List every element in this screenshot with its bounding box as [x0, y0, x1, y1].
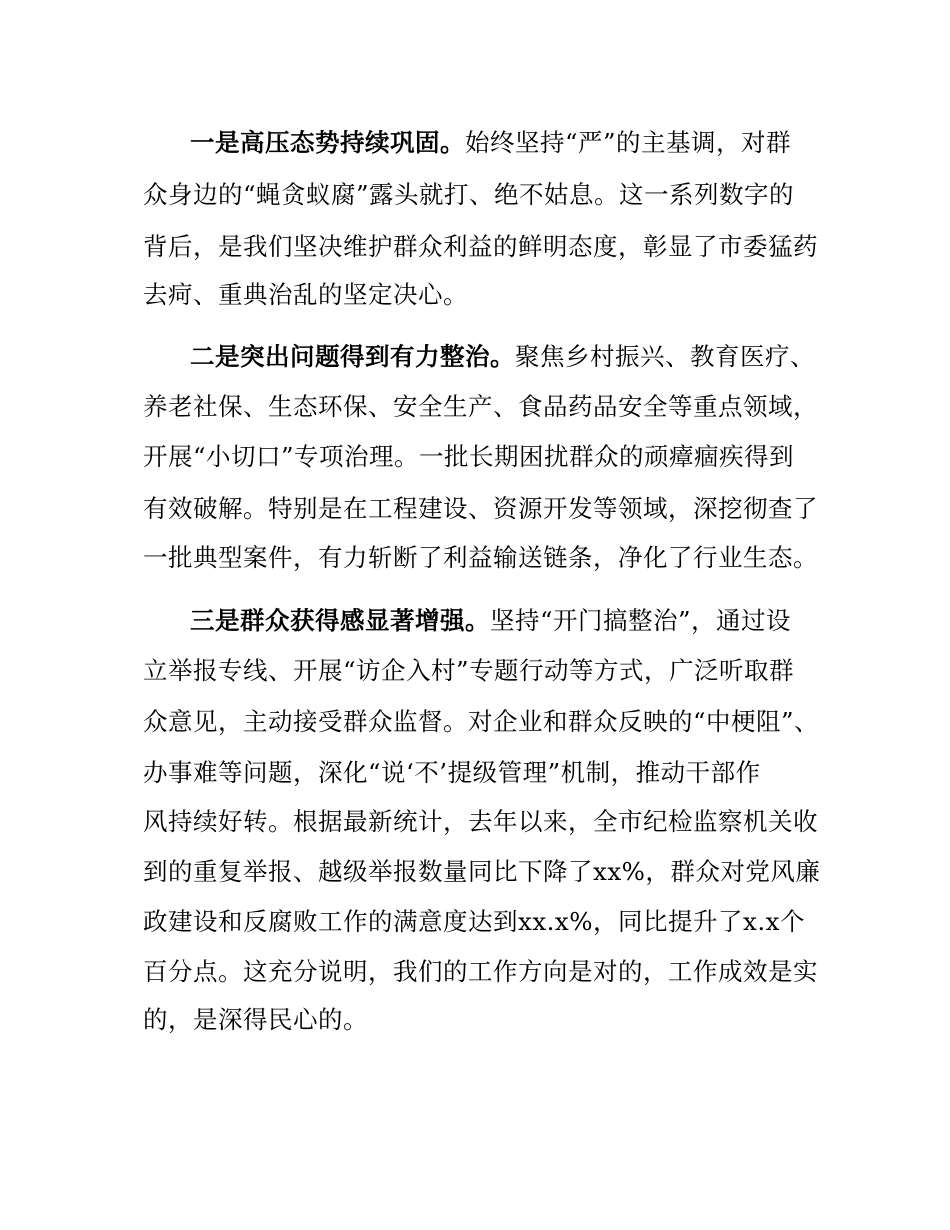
paragraph-3-line-8: 百分点。这充分说明，我们的工作方向是对的，工作成效是实	[143, 957, 818, 986]
paragraph-2-line-3: 开展“小切口”专项治理。一批长期困扰群众的顽瘴痼疾得到	[143, 442, 795, 471]
paragraph-2-line-1	[190, 342, 950, 372]
paragraph-3-line-3: 众意见，主动接受群众监督。对企业和群众反映的“中梗阻”、	[143, 707, 820, 736]
paragraph-3-line-9: 的，是深得民心的。	[143, 1005, 368, 1034]
paragraph-1-lead: 一是高压态势持续巩固。	[190, 128, 465, 157]
paragraph-1-line-4: 去疴、重典治乱的坚定决心。	[143, 280, 468, 309]
paragraph-3-line-5: 风持续好转。根据最新统计，去年以来，全市纪检监察机关收	[143, 807, 818, 836]
paragraph-2-text: 聚焦乡村振兴、教育医疗、	[515, 342, 815, 371]
paragraph-3-line-1	[190, 606, 950, 636]
paragraph-1-line-1	[190, 128, 950, 158]
paragraph-2-line-2: 养老社保、生态环保、安全生产、食品药品安全等重点领域，	[143, 392, 818, 421]
paragraph-3-line-4: 办事难等问题，深化“说‘不’提级管理”机制，推动干部作	[143, 758, 761, 787]
paragraph-3-line-7: 政建设和反腐败工作的满意度达到xx.x%，同比提升了x.x个	[143, 907, 805, 936]
paragraph-1-text: 始终坚持“严”的主基调，对群	[465, 128, 792, 157]
paragraph-3-line-2: 立举报专线、开展“访企入村”专题行动等方式，广泛听取群	[143, 656, 795, 685]
paragraph-1-line-3: 背后，是我们坚决维护群众利益的鲜明态度，彰显了市委猛药	[143, 232, 818, 261]
paragraph-3-line-6: 到的重复举报、越级举报数量同比下降了xx%，群众对党风廉	[143, 857, 821, 886]
paragraph-3-text: 坚持“开门搞整治”，通过设	[490, 606, 792, 635]
paragraph-1-line-2: 众身边的“蝇贪蚁腐”露头就打、绝不姑息。这一系列数字的	[143, 180, 795, 209]
paragraph-2-line-4: 有效破解。特别是在工程建设、资源开发等领域，深挖彻查了	[143, 494, 818, 523]
paragraph-2-lead: 二是突出问题得到有力整治。	[190, 342, 515, 371]
paragraph-2-line-5: 一批典型案件，有力斩断了利益输送链条，净化了行业生态。	[143, 543, 818, 572]
paragraph-3-lead: 三是群众获得感显著增强。	[190, 606, 490, 635]
